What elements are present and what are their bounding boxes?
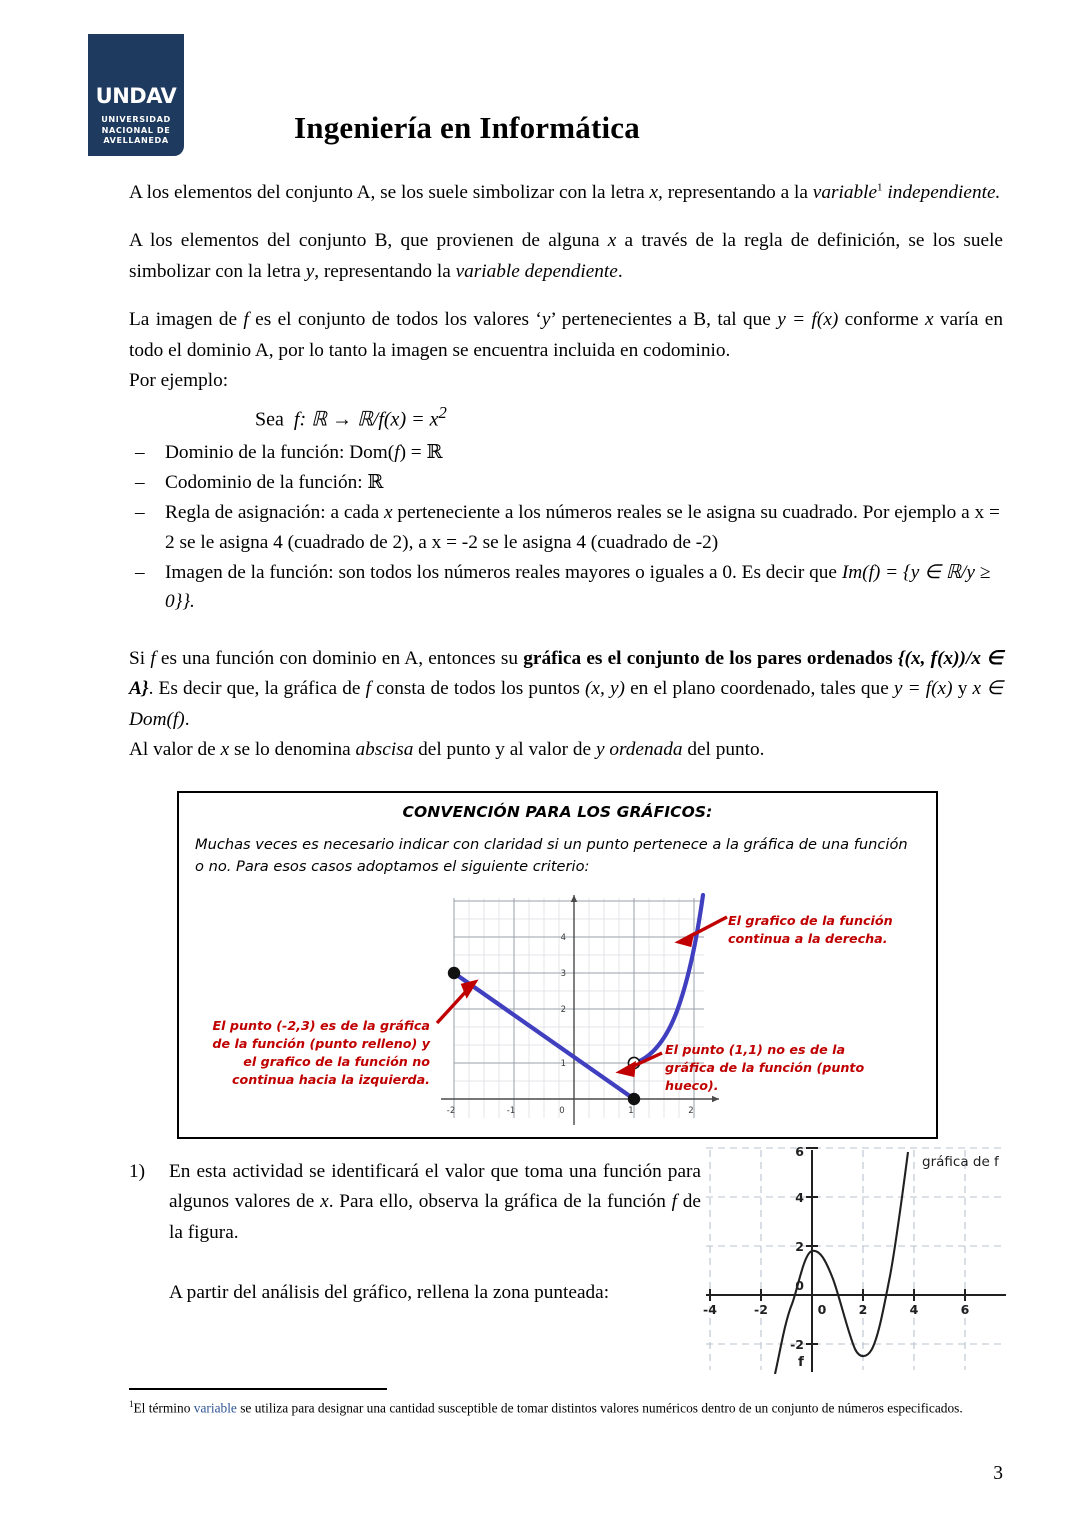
- p5-var-x: x: [220, 738, 230, 760]
- act-var-f: f: [671, 1191, 678, 1213]
- act-text-b: . Para ello, observa la gráfica de la función: [328, 1191, 672, 1213]
- ytick-1: 1: [560, 1059, 566, 1069]
- p4-eq-1: y = f(x): [893, 678, 953, 700]
- item-italic: Im(f) = {y ∈ ℝ/y ≥ 0}}.: [165, 561, 991, 613]
- activity-paragraph-1: [169, 1157, 701, 1248]
- formula-exponent: 2: [438, 402, 447, 422]
- annotation-right-top: El grafico de la función continua a la derecha.: [728, 913, 893, 947]
- p1-text-end: .: [995, 182, 1001, 203]
- footnote-marker: 1: [129, 1399, 134, 1409]
- xtick-6: 6: [960, 1302, 970, 1317]
- p4-text-a: Si: [129, 647, 151, 669]
- ytick-2: 2: [795, 1239, 804, 1254]
- footnote-separator: [129, 1388, 387, 1390]
- xtick-neg4: -4: [703, 1302, 717, 1317]
- x-axis-arrow: [712, 1096, 719, 1102]
- ytick-6: 6: [795, 1146, 804, 1159]
- ytick-4: 4: [795, 1190, 804, 1205]
- xtick-neg1: -1: [506, 1106, 516, 1116]
- xtick-neg2: -2: [446, 1106, 456, 1116]
- p4-eq-2: x ∈ Dom(f): [129, 678, 1004, 730]
- paragraph-elementos-b: [129, 226, 1003, 287]
- xtick-zero: 0: [817, 1302, 827, 1317]
- p1-italic-independiente: independiente: [882, 182, 996, 203]
- list-item: [129, 498, 1003, 557]
- y-axis-arrow: [571, 895, 577, 902]
- annotation-left: El punto (-2,3) es de la gráfica de la función (punto relleno) y el grafico de la función no continua hacia la izquierda.: [212, 1018, 430, 1088]
- ytick-neg2: -2: [790, 1337, 804, 1352]
- p4-bold-1: gráfica es el conjunto de los pares ordenados: [523, 647, 893, 669]
- logo-subtitle-line-1: UNIVERSIDAD: [101, 114, 171, 124]
- item-italic: x: [383, 502, 393, 524]
- p2-text-b: a través de la regla de definición, se los suele simbolizar con la letra: [129, 230, 1003, 282]
- page-number: 3: [993, 1463, 1003, 1484]
- footnote-marker-inline: 1: [877, 181, 883, 194]
- p5-text-a: Al valor de: [129, 738, 221, 760]
- undav-logo: [88, 34, 184, 156]
- p4-text-f: y: [952, 678, 973, 700]
- filled-point-neg2-3: [448, 967, 460, 979]
- p3-var-x: x: [924, 309, 934, 331]
- curve-f-label: f: [798, 1354, 804, 1370]
- p5-text-c: del punto y al valor de: [413, 738, 596, 760]
- p2-text-c: , representando la: [314, 260, 456, 282]
- act-var-x: x: [320, 1191, 329, 1213]
- ytick-zero: 0: [795, 1278, 804, 1293]
- p2-italic-variable-dependiente: variable dependiente: [455, 260, 618, 282]
- dash-bullet: –: [135, 502, 145, 524]
- cubic-graph-svg: [700, 1146, 1012, 1374]
- p4-text-e: en el plano coordenado, tales que: [624, 678, 894, 700]
- document-body: [129, 178, 1003, 765]
- p3-equation: y = f(x): [777, 309, 839, 331]
- curve-title-label: gráfica de f: [922, 1154, 999, 1170]
- p4-var-f2: f: [365, 678, 371, 700]
- paragraph-grafica-definicion: [129, 644, 1003, 735]
- annotation-right-mid: El punto (1,1) no es de la gráfica de la función (punto hueco).: [665, 1042, 865, 1094]
- axes: [706, 1150, 1006, 1372]
- item-text-a: Imagen de la función: son todos los números reales mayores o iguales a 0. Es decir que: [165, 561, 842, 583]
- logo-subtitle-line-2: NACIONAL DE: [101, 124, 171, 135]
- item-text-b: ) = ℝ: [399, 441, 443, 463]
- logo-subtitle: [88, 114, 184, 146]
- item-text-a: Regla de asignación: a cada: [165, 502, 384, 524]
- p1-var-x: x: [649, 182, 659, 203]
- p5-italic-abscisa: abscisa: [355, 738, 414, 760]
- formula-expression: f: ℝ → ℝ/f(x) = x: [293, 408, 439, 431]
- xtick-1: 1: [628, 1106, 634, 1116]
- p5-text-b: se lo denomina: [229, 738, 356, 760]
- p2-text-a: A los elementos del conjunto B, que provienen de alguna: [129, 230, 608, 252]
- item-text-b: perteneciente a los números reales se le asigna su cuadrado. Por ejemplo a x = 2 se le asigna 4 (cuadrado de 2), a x = -2 se le asigna 4 (cuadrado de -2): [165, 502, 1000, 553]
- dash-bullet: –: [135, 441, 145, 463]
- item-text-a: Dominio de la función: Dom(: [165, 441, 395, 463]
- p3-text-a: La imagen de: [129, 309, 244, 331]
- xtick-2: 2: [858, 1302, 868, 1317]
- logo-wordmark: UNDAV: [95, 84, 177, 108]
- dashed-gridlines: [706, 1148, 1006, 1370]
- footnote-text-b: se utiliza para designar una cantidad susceptible de tomar distintos valores numéricos dentro de un conjunto de números especificados.: [236, 1400, 963, 1416]
- p2-text-end: .: [617, 260, 623, 282]
- definition-list: [129, 438, 1003, 617]
- footnote: [129, 1398, 1003, 1418]
- item-text-a: Codominio de la función: ℝ: [165, 471, 384, 493]
- xtick-2: 2: [688, 1106, 694, 1116]
- p4-text-end: .: [184, 708, 190, 730]
- p4-pair-xy: (x, y): [585, 678, 625, 700]
- list-item: [129, 468, 1003, 497]
- p3-var-f: f: [243, 309, 249, 331]
- filled-point-1-0: [628, 1093, 640, 1105]
- footnote-link-variable[interactable]: variable: [193, 1400, 237, 1416]
- convention-figure: [179, 893, 936, 1138]
- convention-description: Muchas veces es necesario indicar con claridad si un punto pertenece a la gráfica de una función o no. Para esos casos adoptamos el siguiente criterio:: [195, 836, 908, 876]
- convention-box: [177, 791, 938, 1139]
- p2-var-y: y: [305, 260, 315, 282]
- vertical-spacer: [129, 618, 1003, 644]
- formula-sea-f: [129, 403, 1003, 432]
- activity-number: 1): [129, 1161, 146, 1182]
- arrow-head-right-mid: [620, 1064, 634, 1075]
- p4-var-f: f: [150, 647, 156, 669]
- logo-subtitle-line-3: AVELLANEDA: [103, 135, 169, 146]
- activity-text: [169, 1157, 701, 1309]
- xtick-zero: 0: [559, 1106, 565, 1116]
- p4-bold-2: {(x, f(x))/x ∈ A}: [129, 647, 1003, 700]
- p2-var-x: x: [607, 230, 617, 252]
- page-header: [88, 34, 996, 162]
- item-italic: f: [394, 441, 400, 463]
- act-text-a: En esta actividad se identificará el valor que toma una función para algunos valores de: [169, 1161, 701, 1213]
- footnote-text-a: El término: [133, 1400, 194, 1416]
- p4-text-d: consta de todos los puntos: [370, 678, 586, 700]
- paragraph-elementos-a: [129, 178, 1003, 208]
- exponential-branch: [634, 895, 703, 1063]
- paragraph-imagen-de-f: [129, 305, 1003, 366]
- p3-text-b: es el conjunto de todos los valores ‘: [248, 309, 542, 331]
- paragraph-por-ejemplo: Por ejemplo:: [129, 370, 229, 392]
- ytick-3: 3: [560, 969, 566, 979]
- act-text-c: de la figura.: [169, 1191, 701, 1243]
- page-title: Ingeniería en Informática: [294, 110, 640, 145]
- xtick-4: 4: [909, 1302, 919, 1317]
- p5-text-end: del punto.: [682, 738, 765, 760]
- formula-label-sea: Sea: [255, 408, 284, 431]
- list-item: [129, 558, 1003, 617]
- ytick-4: 4: [560, 933, 566, 943]
- activity-figure: [700, 1146, 1012, 1374]
- p3-text-e: varía en todo el dominio A, por lo tanto la imagen se encuentra incluida en codominio.: [129, 309, 1003, 361]
- activity-block: [129, 1157, 701, 1309]
- list-item: [129, 438, 1003, 467]
- p5-italic-ordenada: ordenada: [604, 738, 683, 760]
- p5-var-y: y: [595, 738, 605, 760]
- p3-text-c: ’ pertenecientes a B, tal que: [550, 309, 778, 331]
- p3-text-d: conforme: [838, 309, 925, 331]
- p1-text-b: , representando a la: [658, 182, 813, 203]
- paragraph-abscisa-ordenada: [129, 735, 1003, 765]
- ytick-2: 2: [560, 1005, 566, 1015]
- convention-title: CONVENCIÓN PARA LOS GRÁFICOS:: [402, 803, 713, 821]
- tick-labels: [703, 1146, 970, 1352]
- p4-text-c: . Es decir que, la gráfica de: [148, 678, 366, 700]
- xtick-neg2: -2: [754, 1302, 768, 1317]
- dash-bullet: –: [135, 471, 145, 493]
- p4-text-b: es una función con dominio en A, entonces su: [155, 647, 524, 669]
- dash-bullet: –: [135, 561, 145, 583]
- p1-italic-variable: variable: [812, 182, 878, 203]
- p3-var-y: y: [541, 309, 551, 331]
- activity-paragraph-2: A partir del análisis del gráfico, rellena la zona punteada:: [169, 1282, 610, 1304]
- p1-text-a: A los elementos del conjunto A, se los suele simbolizar con la letra: [129, 182, 650, 203]
